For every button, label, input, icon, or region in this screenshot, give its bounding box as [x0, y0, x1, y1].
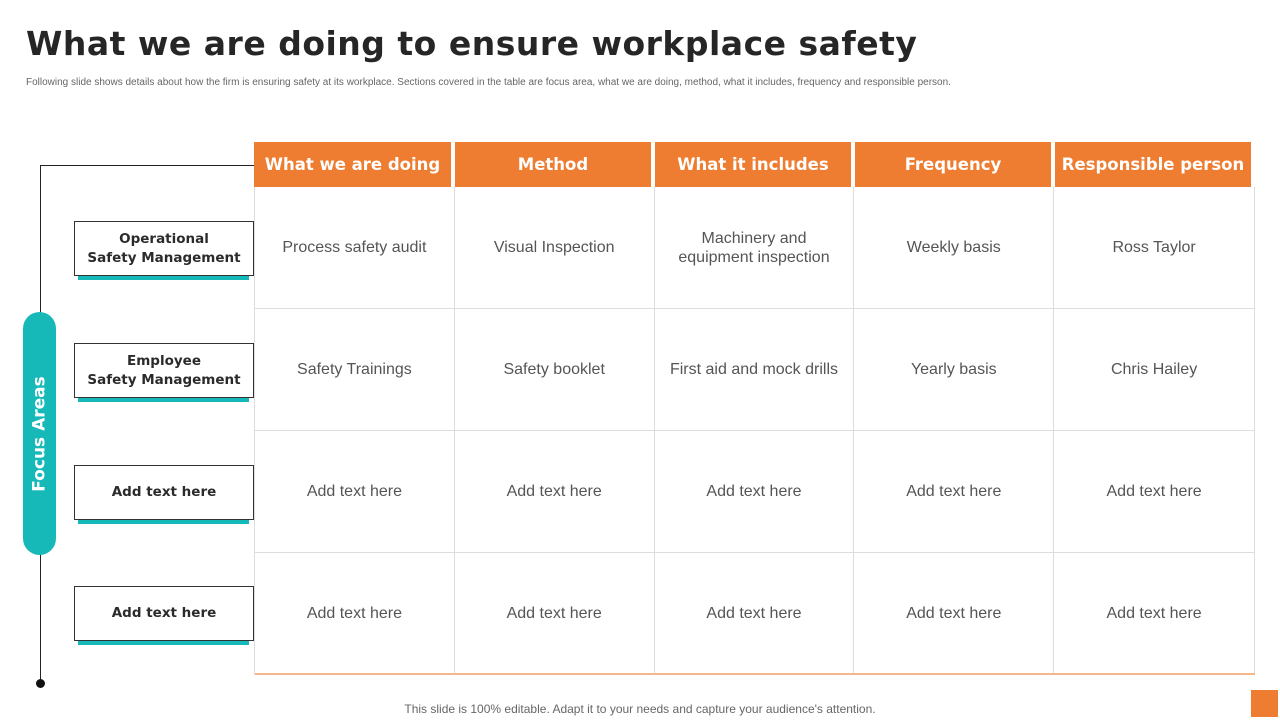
table-cell: Weekly basis [854, 187, 1054, 308]
focus-area-2-underline [78, 398, 249, 402]
table-header-row [254, 142, 1255, 187]
focus-area-1-line1: Operational [119, 230, 209, 247]
focus-area-3-line1: Add text here [111, 484, 217, 500]
table-cell: Add text here [255, 553, 455, 673]
table-cell: Add text here [854, 431, 1054, 552]
focus-area-1-line2: Safety Management [87, 249, 241, 266]
header-frequency: Frequency [855, 142, 1051, 187]
header-method: Method [455, 142, 651, 187]
table-row [255, 431, 1255, 553]
header-responsible-person: Responsible person [1055, 142, 1251, 187]
table-cell: Add text here [854, 553, 1054, 673]
footer-note: This slide is 100% editable. Adapt it to your needs and capture your audience's attention. [404, 702, 876, 716]
table-cell: Safety Trainings [255, 309, 455, 430]
focus-area-2-line2: Safety Management [87, 371, 241, 388]
table-row [255, 553, 1255, 675]
page-subtitle: Following slide shows details about how the firm is ensuring safety at its workplace. Sections covered in the table are focus area, what we are doing, method, what it includes, frequency and responsible person. [26, 77, 951, 88]
table-row [255, 309, 1255, 431]
header-what-we-are-doing: What we are doing [254, 142, 451, 187]
connector-end-dot [36, 679, 45, 688]
table-cell: Add text here [455, 431, 655, 552]
table-cell: Add text here [455, 553, 655, 673]
table-cell: Visual Inspection [455, 187, 655, 308]
table-cell: First aid and mock drills [655, 309, 855, 430]
table-row [255, 187, 1255, 309]
focus-area-1-underline [78, 276, 249, 280]
corner-accent-square [1251, 690, 1278, 717]
focus-area-box-2 [74, 343, 254, 398]
focus-area-box-1 [74, 221, 254, 276]
table-cell: Yearly basis [854, 309, 1054, 430]
connector-top-line [40, 165, 256, 166]
header-what-it-includes: What it includes [655, 142, 851, 187]
focus-area-3-underline [78, 520, 249, 524]
table-cell: Add text here [255, 431, 455, 552]
table-cell: Machinery and equipment inspection [655, 187, 855, 308]
page-title: What we are doing to ensure workplace safety [26, 24, 918, 63]
table-cell: Add text here [655, 431, 855, 552]
focus-areas-pill [23, 312, 56, 555]
table-cell: Add text here [1054, 553, 1255, 673]
focus-area-box-3 [74, 465, 254, 520]
focus-area-2-line1: Employee [127, 352, 201, 369]
focus-area-box-4 [74, 586, 254, 641]
focus-area-4-underline [78, 641, 249, 645]
table-cell: Chris Hailey [1054, 309, 1255, 430]
table-cell: Ross Taylor [1054, 187, 1255, 308]
table-body [254, 187, 1255, 675]
safety-table [254, 142, 1255, 675]
table-cell: Add text here [655, 553, 855, 673]
table-cell: Process safety audit [255, 187, 455, 308]
focus-area-4-line1: Add text here [111, 605, 217, 621]
table-cell: Add text here [1054, 431, 1255, 552]
focus-areas-label: Focus Areas [29, 375, 50, 492]
table-cell: Safety booklet [455, 309, 655, 430]
